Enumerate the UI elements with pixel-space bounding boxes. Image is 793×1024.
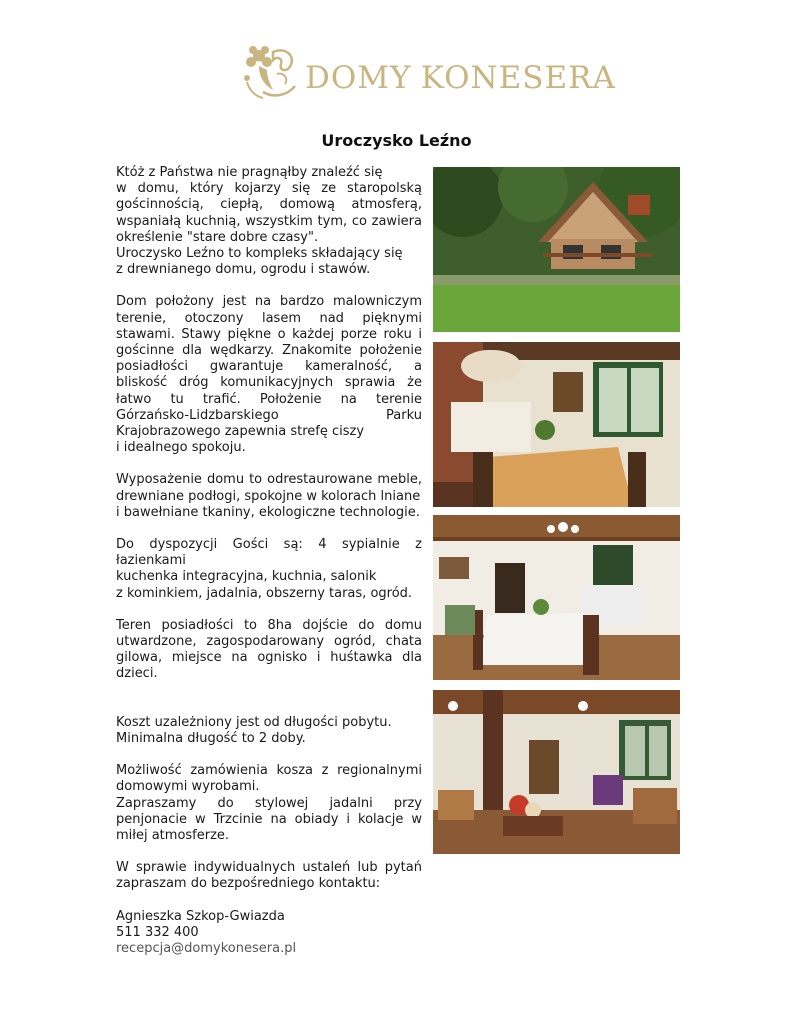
intro-line-3: Uroczysko Leźno to kompleks składający się: [116, 246, 403, 262]
contact-name: Agnieszka Szkop-Gwiazda: [116, 908, 285, 924]
cost-line-1: Koszt uzależniony jest od długości pobytu.: [116, 714, 392, 730]
contact-phone[interactable]: 511 332 400: [116, 924, 199, 940]
location-text: Dom położony jest na bardzo malowniczym terenie, otoczony lasem nad pięknymi stawami. Stawy piękne o każdej porze roku i gościnne dla wędkarzy. Znakomite położenie posiadłości gwarantuje kameralność, a bliskość dróg komunikacyjnych sprawia że łatwo tu trafić. Położenie na terenie Górzańsko-Lidzbarskiego Parku Krajobrazowego zapewnia strefę ciszy: [116, 294, 422, 440]
paragraph-rooms: [116, 537, 422, 602]
paragraph-furnishing: [116, 472, 422, 521]
photo-interior-hallway: [433, 690, 680, 854]
intro-line-4: z drewnianego domu, ogrodu i stawów.: [116, 262, 371, 278]
contact-block: [116, 909, 422, 958]
intro-line-1: Któż z Państwa nie pragnąłby znaleźć się: [116, 165, 383, 180]
paragraph-intro: [116, 165, 422, 278]
paragraph-cost: [116, 715, 422, 747]
paragraph-location: [116, 294, 422, 456]
brand-name: [305, 60, 616, 96]
furnishing-line-2: i bawełniane tkaniny, ekologiczne technologie.: [116, 504, 420, 520]
photo-dining-room: [433, 515, 680, 680]
paragraph-grounds: [116, 618, 422, 683]
contact-invite-text: W sprawie indywidualnych ustaleń lub pytań zapraszam do bezpośredniego kontaktu:: [116, 860, 422, 892]
food-line-1: Możliwość zamówienia kosza z regionalnymi domowymi wyrobami.: [116, 763, 422, 795]
flower-ornament-icon: [243, 42, 301, 100]
description-column: [116, 165, 422, 957]
brand-name-second: KONESERA: [420, 60, 616, 96]
paragraph-contact-invite: [116, 860, 422, 892]
rooms-line-1: Do dyspozycji Gości są: 4 sypialnie z łazienkami: [116, 537, 422, 569]
photo-house-exterior: [433, 167, 680, 332]
brand-name-first: DOMY: [305, 60, 412, 96]
photo-kitchen: [433, 342, 680, 507]
rooms-line-3: z kominkiem, jadalnia, obszerny taras, ogród.: [116, 585, 413, 601]
paragraph-food: [116, 763, 422, 844]
cost-line-2: Minimalna długość to 2 doby.: [116, 730, 306, 746]
rooms-line-2: kuchenka integracyjna, kuchnia, salonik: [116, 569, 377, 585]
contact-email[interactable]: recepcja@domykonesera.pl: [116, 940, 297, 956]
furnishing-line-1: Wyposażenie domu to odrestaurowane meble, drewniane podłogi, spokojne w kolorach lniane: [116, 472, 422, 504]
page-title: Uroczysko Leźno: [321, 131, 472, 150]
brand-logo: [243, 42, 616, 100]
grounds-text: Teren posiadłości to 8ha dojście do domu utwardzone, zagospodarowany ogród, chata gilowa, miejsce na ognisko i huśtawka dla dzieci.: [116, 617, 422, 682]
intro-line-2: w domu, który kojarzy się ze staropolską gościnnością, ciepłą, domową atmosferą, wspaniałą kuchnią, wszystkim tym, co zawiera określenie "stare dobre czasy".: [116, 181, 422, 245]
food-line-2: Zapraszamy do stylowej jadalni przy penjonacie w Trzcinie na obiady i kolacje w miłej atmosferze.: [116, 795, 422, 843]
location-text-end: i idealnego spokoju.: [116, 440, 246, 456]
